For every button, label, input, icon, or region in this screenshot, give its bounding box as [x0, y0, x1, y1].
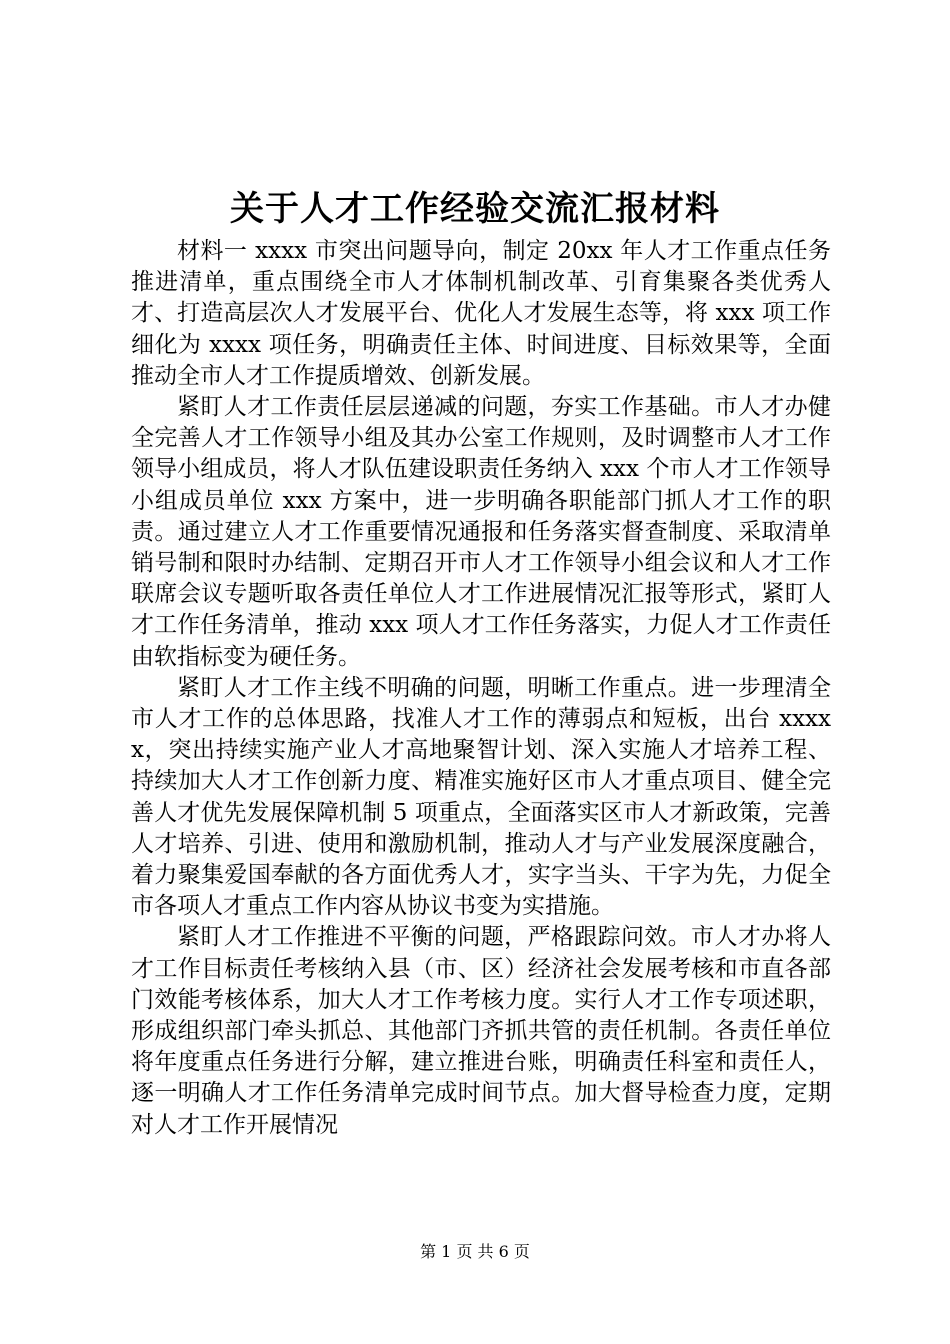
paragraph-4: 紧盯人才工作推进不平衡的问题，严格跟踪问效。市人才办将人才工作目标责任考核纳入县（市、区）经济社会发展考核和市直各部门效能考核体系，加大人才工作考核力度。实行人才工作专项述职，形成组织部门牵头抓总、其他部门齐抓共管的责任机制。各责任单位将年度重点任务进行分解，建立推进台账，明确责任科室和责任人，逐一明确人才工作任务清单完成时间节点。加大督导检查力度，定期对人才工作开展情况 [131, 924, 831, 1138]
page-number-footer: 第 1 页 共 6 页 [420, 1242, 530, 1261]
document-title: 关于人才工作经验交流汇报材料 [230, 189, 720, 229]
paragraph-3: 紧盯人才工作主线不明确的问题，明晰工作重点。进一步理清全市人才工作的总体思路，找准人才工作的薄弱点和短板，出台 xxxxx，突出持续实施产业人才高地聚智计划、深入实施人才培养工程、持续加大人才工作创新力度、精准实施好区市人才重点项目、健全完善人才优先发展保障机制 5 项重点，全面落实区市人才新政策，完善人才培养、引进、使用和激励机制，推动人才与产业发展深度融合，着力聚集爱国奉献的各方面优秀人才，实字当头、干字为先，力促全市各项人才重点工作内容从协议书变为实措施。 [131, 674, 831, 920]
paragraph-2: 紧盯人才工作责任层层递减的问题，夯实工作基础。市人才办健全完善人才工作领导小组及其办公室工作规则，及时调整市人才工作领导小组成员，将人才队伍建设职责任务纳入 xxx 个市人才工作领导小组成员单位 xxx 方案中，进一步明确各职能部门抓人才工作的职责。通过建立人才工作重要情况通报和任务落实督查制度、采取清单销号制和限时办结制、定期召开市人才工作领导小组会议和人才工作联席会议专题听取各责任单位人才工作进展情况汇报等形式，紧盯人才工作任务清单，推动 xxx 项人才工作任务落实，力促人才工作责任由软指标变为硬任务。 [131, 394, 831, 670]
paragraph-1: 材料一 xxxx 市突出问题导向，制定 20xx 年人才工作重点任务推进清单，重点围绕全市人才体制机制改革、引育集聚各类优秀人才、打造高层次人才发展平台、优化人才发展生态等，将 xxx 项工作细化为 xxxx 项任务，明确责任主体、时间进度、目标效果等，全面推动全市人才工作提质增效、创新发展。 [131, 238, 831, 389]
document-body [131, 236, 831, 1141]
